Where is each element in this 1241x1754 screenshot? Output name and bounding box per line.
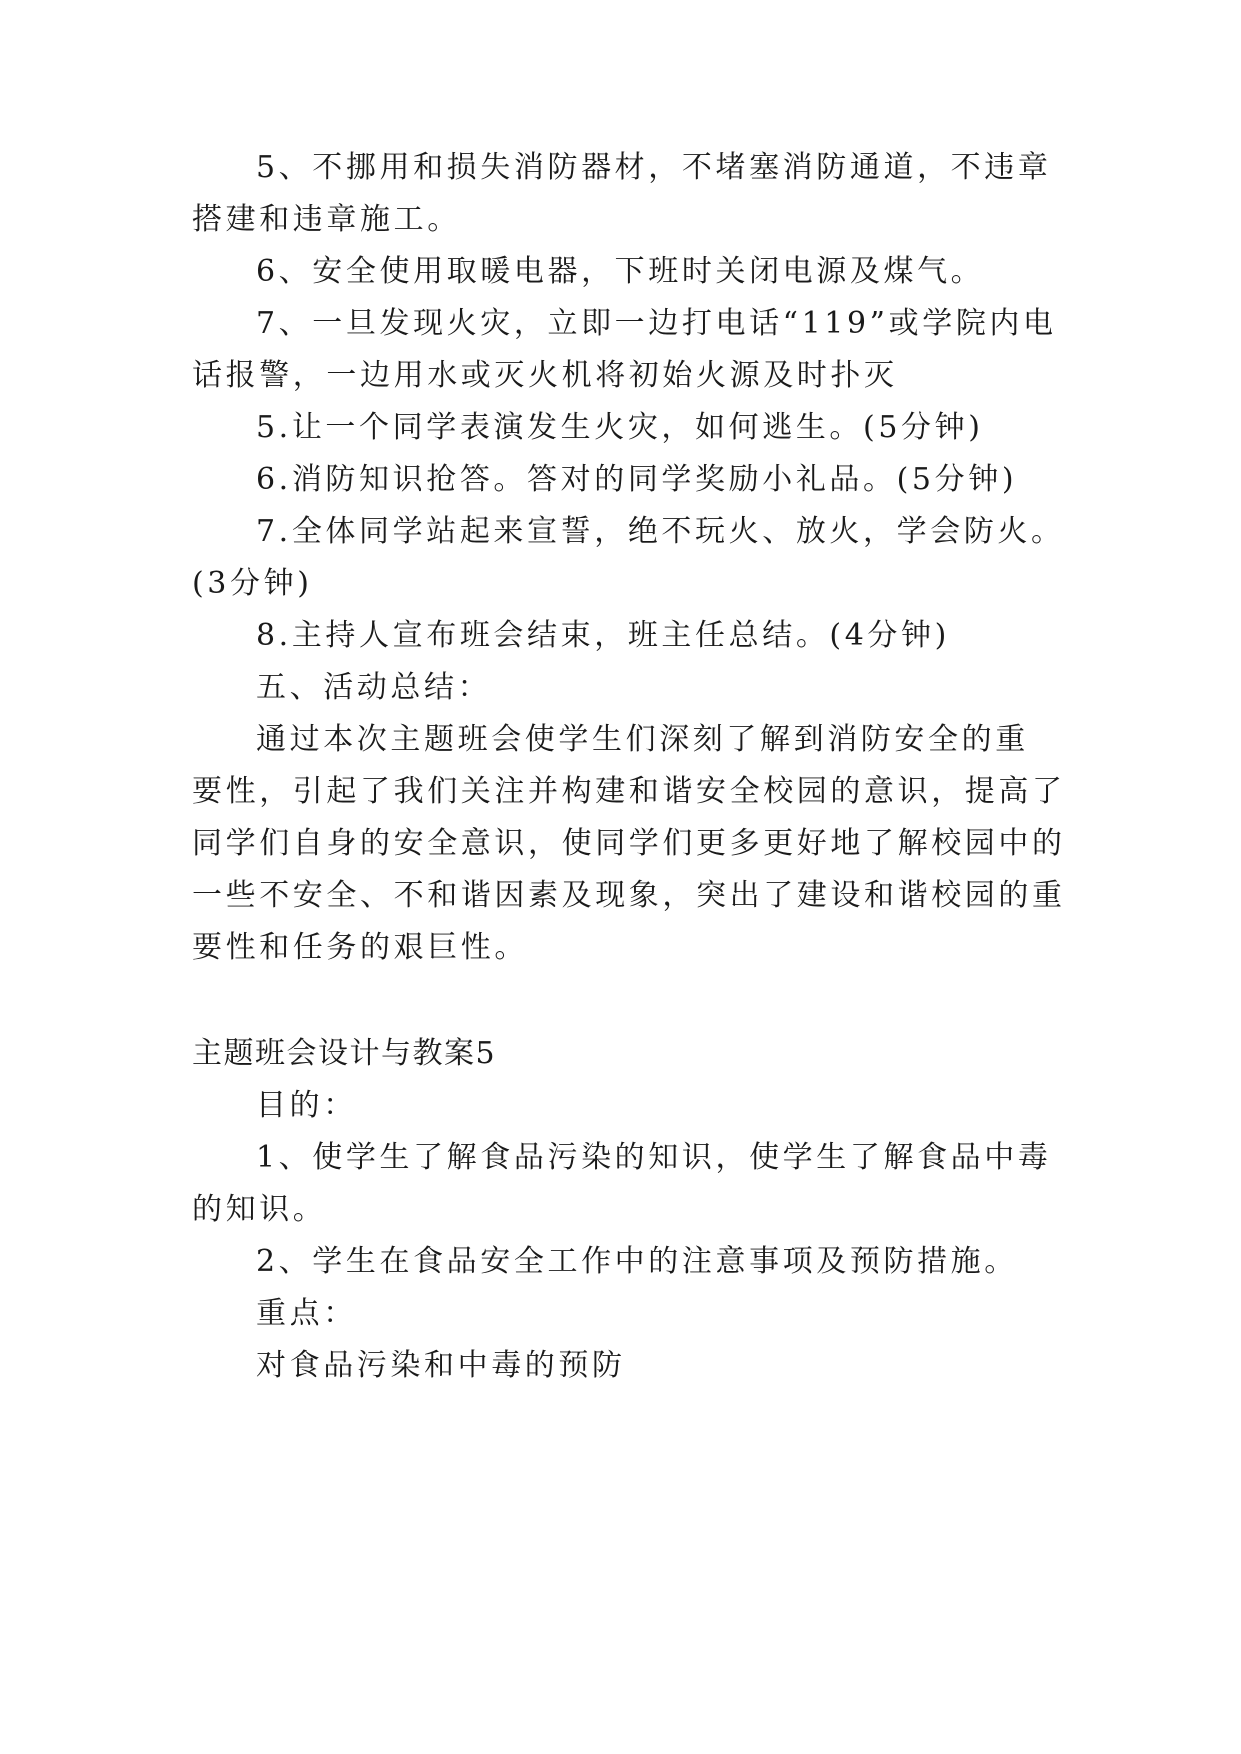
fire-rule-5-line2: 搭建和违章施工。 [192, 202, 461, 237]
goal-1-line2: 的知识。 [192, 1192, 327, 1227]
section-title: 主题班会设计与教案5 [192, 1036, 497, 1071]
summary-line-3: 同学们自身的安全意识，使同学们更多更好地了解校园中的 [192, 826, 1066, 861]
fire-rule-5-line1: 5、不挪用和损失消防器材，不堵塞消防通道，不违章 [256, 150, 1052, 185]
goal-2: 2、学生在食品安全工作中的注意事项及预防措施。 [256, 1244, 1018, 1279]
key-points-heading: 重点： [256, 1296, 357, 1331]
fire-rule-7-line1: 7、一旦发现火灾，立即一边打电话“119”或学院内电 [256, 306, 1057, 341]
activity-step-7-line2: (3分钟) [192, 566, 313, 601]
summary-line-1: 通过本次主题班会使学生们深刻了解到消防安全的重 [256, 722, 1029, 757]
activity-step-7-line1: 7.全体同学站起来宣誓，绝不玩火、放火，学会防火。 [256, 514, 1065, 549]
summary-line-2: 要性，引起了我们关注并构建和谐安全校园的意识，提高了 [192, 774, 1066, 809]
goal-heading: 目的： [256, 1088, 357, 1123]
key-points-text: 对食品污染和中毒的预防 [256, 1348, 626, 1383]
activity-step-5: 5.让一个同学表演发生火灾，如何逃生。(5分钟) [256, 410, 984, 445]
activity-step-6: 6.消防知识抢答。答对的同学奖励小礼品。(5分钟) [256, 462, 1018, 497]
activity-step-8: 8.主持人宣布班会结束，班主任总结。(4分钟) [256, 618, 950, 653]
fire-rule-6: 6、安全使用取暖电器，下班时关闭电源及煤气。 [256, 254, 985, 289]
summary-line-5: 要性和任务的艰巨性。 [192, 930, 528, 965]
goal-1-line1: 1、使学生了解食品污染的知识，使学生了解食品中毒 [256, 1140, 1052, 1175]
summary-line-4: 一些不安全、不和谐因素及现象，突出了建设和谐校园的重 [192, 878, 1066, 913]
summary-heading: 五、活动总结： [256, 670, 492, 705]
fire-rule-7-line2: 话报警，一边用水或灭火机将初始火源及时扑灭 [192, 358, 898, 393]
